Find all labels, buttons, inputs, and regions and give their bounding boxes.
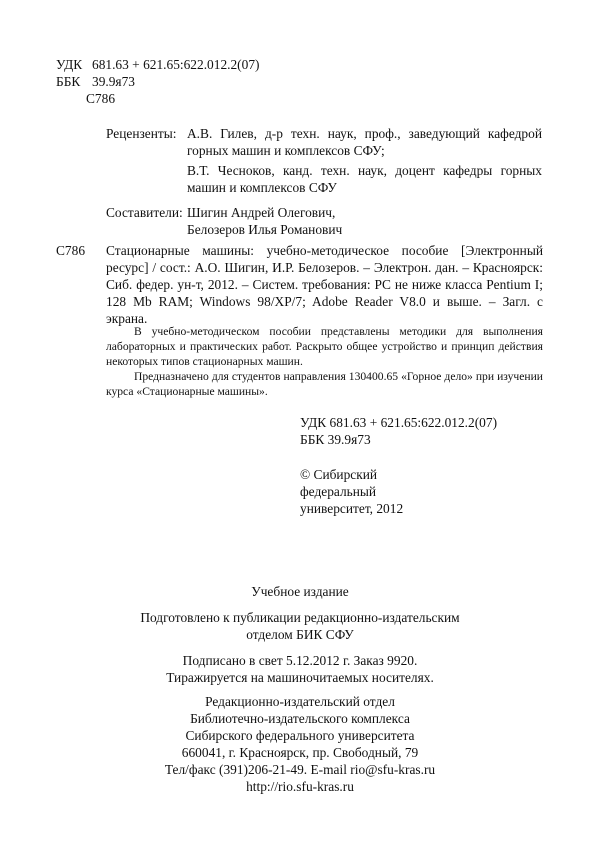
bbk-value: 39.9я73 [92, 74, 135, 89]
classification-codes [56, 56, 260, 107]
catalog-description: Стационарные машины: учебно-методическое пособие [Электронный ресурс] / сост.: А.О. Шигин, И.Р. Белозеров. – Электрон. дан. – Красноярск: Сиб. федер. ун-т, 2012. – Систем. требования: PC не ниже класса Pentium I; 128 Mb RAM; Windows 98/XP/7; Adobe Reader V8.0 и выше. – Загл. с экрана. [106, 243, 543, 326]
udk-value: 681.63 + 621.65:622.012.2(07) [92, 57, 260, 72]
compilers-list [187, 204, 342, 238]
udk-repeat: УДК 681.63 + 621.65:622.012.2(07) [300, 415, 498, 430]
publisher-address: 660041, г. Красноярск, пр. Свободный, 79 [181, 745, 419, 760]
author-mark: С786 [86, 91, 116, 106]
compiler-2: Белозеров Илья Романович [187, 222, 343, 237]
publisher-line-3: Сибирского федерального университета [185, 728, 415, 743]
bbk-repeat: ББК 39.9я73 [300, 432, 371, 447]
prepared-note: Подготовлено к публикации редакционно-издательским отделом БИК СФУ [140, 610, 460, 642]
copyright-line-3: университет, 2012 [300, 501, 404, 516]
compiler-1: Шигин Андрей Олегович, [187, 205, 336, 220]
reviewer-2: В.Т. Чесноков, канд. техн. наук, доцент кафедры горных машин и комплексов СФУ [187, 163, 542, 195]
copyright-line-1: © Сибирский [300, 467, 378, 482]
copyright-line-2: федеральный [300, 484, 377, 499]
abstract-paragraph-2: Предназначено для студентов направления 130400.65 «Горное дело» при изучении курса «Стационарные машины». [106, 370, 543, 398]
signed-note: Подписано в свет 5.12.2012 г. Заказ 9920. Тиражируется на машиночитаемых носителях. [166, 653, 434, 685]
reviewers-list [187, 125, 542, 199]
catalog-code: С786 [56, 243, 86, 258]
reviewer-1: А.В. Гилев, д-р техн. наук, проф., заведующий кафедрой горных машин и комплексов СФУ; [187, 126, 542, 158]
compilers-label: Составители: [106, 205, 183, 220]
publisher-line-1: Редакционно-издательский отдел [205, 694, 395, 709]
publisher-info [0, 693, 600, 795]
udk-label: УДК [56, 57, 83, 72]
reviewers-label: Рецензенты: [106, 126, 177, 141]
publisher-website: http://rio.sfu-kras.ru [246, 779, 354, 794]
edition-type: Учебное издание [251, 584, 349, 599]
publisher-contacts: Тел/факс (391)206-21-49. E-mail rio@sfu-kras.ru [164, 762, 436, 777]
bbk-label: ББК [56, 74, 81, 89]
publisher-line-2: Библиотечно-издательского комплекса [190, 711, 410, 726]
abstract [106, 324, 543, 399]
classification-codes-repeat [300, 414, 497, 448]
copyright [300, 466, 403, 517]
abstract-paragraph-1: В учебно-методическом пособии представлены методики для выполнения лабораторных и практических работ. Раскрыто общее устройство и принцип действия некоторых типов стационарных машин. [106, 325, 543, 368]
